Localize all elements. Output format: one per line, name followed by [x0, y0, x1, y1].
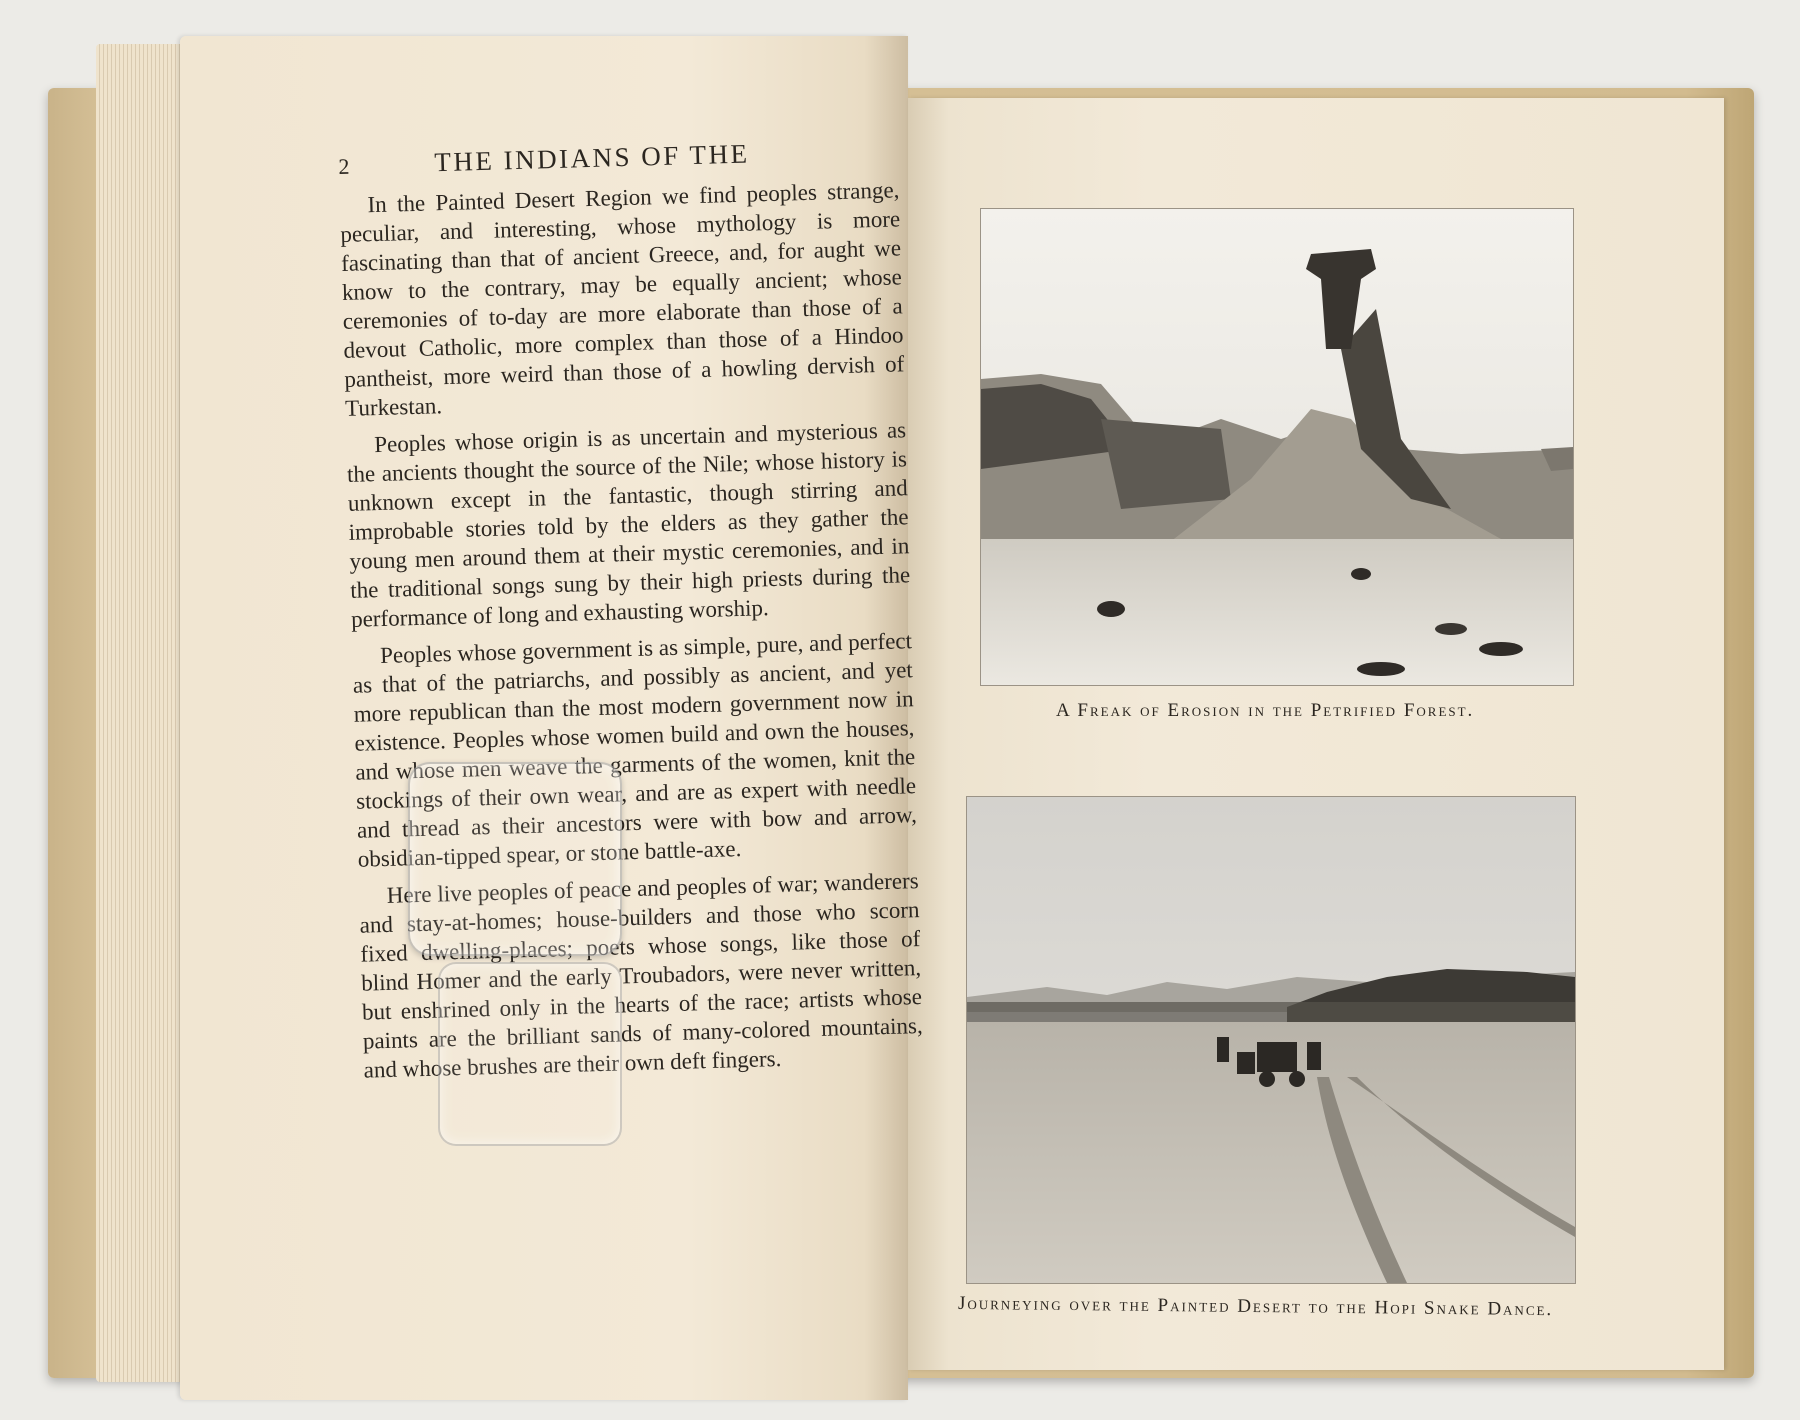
desert-journey-photo-illustration	[967, 797, 1575, 1283]
glass-loupe	[408, 762, 622, 956]
paragraph-2: Peoples whose origin is as uncertain and mysterious as the ancients thought the source of the Nile; whose history is unknown except in the fantastic, though stirring and improbable stories told by the elders as they gather the young men around them at their mystic ceremonies, and in the traditional songs sung by their high priests during the performance of long and exhausting worship.	[346, 417, 911, 632]
plate-bottom-caption: Journeying over the Painted Desert to the Hopi Snake Dance.	[957, 1292, 1554, 1321]
glass-loupe-base	[438, 962, 622, 1146]
running-head-title: THE INDIANS OF THE	[433, 138, 750, 178]
paragraph-1: In the Painted Desert Region we find peoples strange, peculiar, and interesting, whose mythology is more fascinating than that of ancient Greece, and, for aught we know to the contrary, may be equally ancient; whose ceremonies of to-day are more elaborate than those of a devout Catholic, more complex than those of a Hindoo pantheist, more weird than those of a howling dervish of Turkestan.	[340, 177, 905, 421]
erosion-photo-illustration	[981, 209, 1573, 685]
paragraph-4: Here live peoples of peace and peoples of war; wanderers and stay-at-homes; house-builders and those who scorn fixed dwelling-places; poets whose songs, like those of blind Homer and the early Troubadors, were never written, but enshrined only in the hearts of the race; artists whose paints are the brilliant sands of many-colored mountains, and whose brushes are their own deft fingers.	[359, 868, 924, 1083]
paragraph-3: Peoples whose government is as simple, pure, and perfect as that of the patriarchs, and possibly as ancient, and yet more republican than the most modern government now in existence. Peoples whose women build and own the houses, and whose men weave the garments of the women, knit the stockings of their own wear, and are as expert with needle and thread as their ancestors were with bow and arrow, obsidian-tipped spear, or stone battle-axe.	[352, 628, 918, 872]
plate-desert-journey-photo	[966, 796, 1576, 1284]
page-number: 2	[338, 153, 353, 179]
plate-erosion-photo	[980, 208, 1574, 686]
plate-top-caption: A Freak of Erosion in the Petrified Forest.	[1056, 700, 1475, 721]
